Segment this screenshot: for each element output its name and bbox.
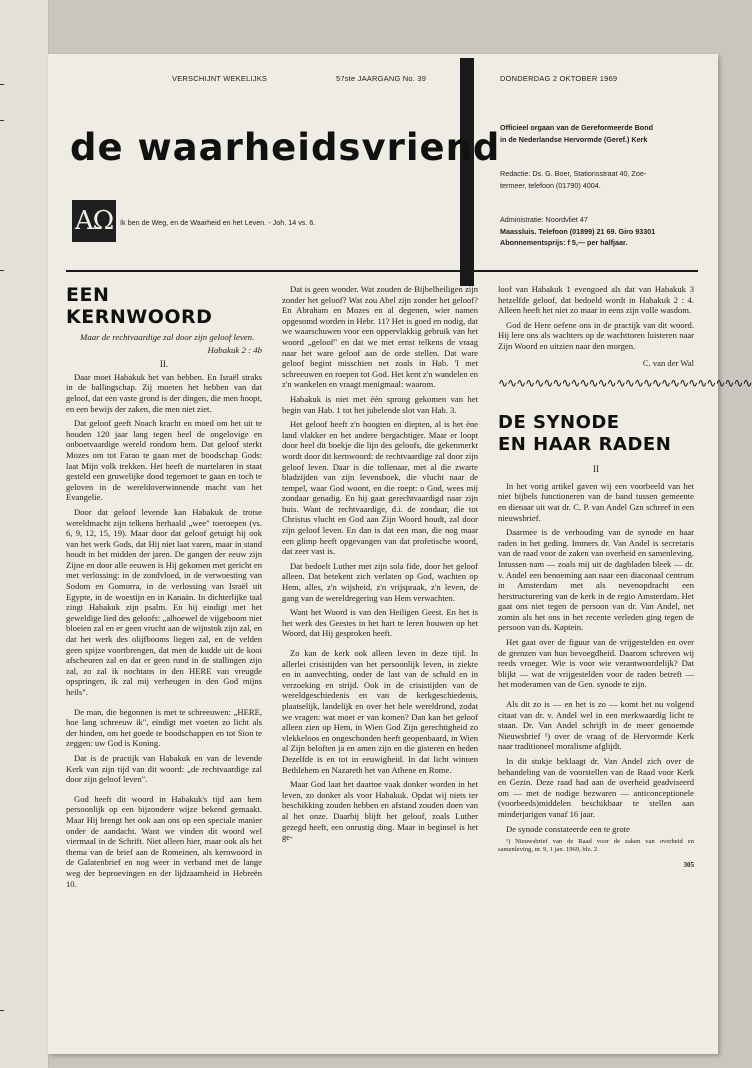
ornamental-divider: ∿∿∿∿∿∿∿∿∿∿∿∿∿∿∿∿∿∿∿∿∿∿∿∿∿∿∿∿ <box>498 376 752 391</box>
newspaper-page <box>48 54 752 1054</box>
masthead-vertical-bar <box>460 58 474 286</box>
alpha-omega-logo: ΑΩ <box>72 200 116 242</box>
admin-line: Administratie: Noordvliet 47 <box>500 215 588 224</box>
headline-line: EN HAAR RADEN <box>498 434 672 456</box>
article-headline <box>498 412 694 456</box>
scripture-motto: Maar de rechtvaardige zal door zijn geloof leven. <box>80 332 255 342</box>
paragraph: Habakuk is niet met één sprong gekomen van het begin van Hab. 1 tot het jubelende slot van Hab. 3. <box>282 393 478 415</box>
paragraph: De synode constateerde een te grote <box>506 823 630 834</box>
paragraph: Het gaat over de figuur van de vrijgestelden en over de grenzen van hun bevoegdheid. Daarom schreven wij reeds vroeger. Wie is voor wie verantwoordelijk? Dat blijkt — wat de vrijgestelden voor de raden betreft — het moderamen van de Gen. synode te zijn. <box>498 637 694 690</box>
headline-line: DE SYNODE <box>498 412 620 434</box>
paragraph: In dit stukje beklaagt dr. Van Andel zich over de behandeling van de voorstellen van de Raad voor Kerk en Gezin. Deze raad had aan de overheid geadviseerd om — met de nodige bezwaren — anticonceptionele (voorbeeds)middelen beschikbaar te stellen aan minderjarigen vanaf 16 jaar. <box>498 756 694 819</box>
masthead-rule <box>66 270 698 272</box>
scripture-reference: Habakuk 2 : 4b <box>207 344 262 355</box>
paragraph: Zo kan de kerk ook alleen leven in deze tijd. In allerlei crisistijden van het persoonlijk leven, in ziekte en in aanvechting, onder de last van de schuld en in verzoeking en strijd. Ook in de crisistijden van de wereldgeschiedenis en van de kerkgeschiedenis, plaatselijk, landelijk en over het hele wereldrond, zodat we vragen: wat moet er van komen? Dan kan het geloof alleen zien op Hem, in Wien God Zijn gerechtigheid zo vlekkeloos en ongeschonden heeft geopenbaard, in Wien al Zijn beloften ja en amen zijn en die gisteren en heden Dezelfde is en tot in eeuwigheid. In dat licht winnen Bethlehem en Nazareth het van Athene en Rome. <box>282 648 478 775</box>
paragraph: Het geloof heeft z'n hoogten en diepten, al is het ène land vlakker en het andere bergachtiger. Maar er loopt door heel dit boekje die lijn des geloofs, die gekenmerkt wordt door dit kernwoord: de rechtvaardige zal door zijn geloof leven. Daar is die tollenaar, met al die zwarte bladzijden van zijn levensboek, die vlucht naar de tempel, waar God woont, en die roept: o God, wees mij zondaar genadig. En hij gaat gerechtvaardigd naar zijn huis. Want de rechtvaardige, d.i. de zondaar, die tot Christus vlucht en God aan Zijn Woord houdt, zal door zijn geloof leven. En dan is dat een man, die nog maar een glimp heeft opgevangen van dat profetische woord, dat zeer vast is. <box>282 419 478 557</box>
section-number: II <box>593 464 599 475</box>
fold-mark <box>0 120 4 121</box>
fold-mark <box>0 1010 4 1011</box>
fold-mark <box>0 270 4 271</box>
column-3 <box>498 284 752 871</box>
organ-line: in de Nederlandse Hervormde (Geref.) Kerk <box>500 134 648 144</box>
page-number: 305 <box>683 861 694 870</box>
masthead-title: de waarheidsvriend <box>70 126 501 169</box>
paragraph: Dat geloof geeft Noach kracht en moed om het uit te houden 120 jaar lang tegen heel de ongelovige en onboetvaardige wereld rondom hem. Dat geloof sterkt Mozes om tot Farao te gaan met de boodschap Gods: laat Mijn volk trekken. Het heeft de martelaren in staat gesteld een gruwelijke dood tegemoet te gaan en toch te geloven in de wereldoverwinnende macht van het Evangelie. <box>66 418 262 503</box>
organ-info <box>500 122 653 145</box>
masthead-motto: Ik ben de Weg, en de Waarheid en het Leven. - Joh. 14 vs. 6. <box>120 218 316 227</box>
paragraph: In het vorig artikel gaven wij een voorbeeld van het niet bijbels functioneren van de band tussen gemeente en dienaar uit wat dr. C. P. van Andel Gzn schreef in een nieuwsbrief. <box>498 480 694 523</box>
admin-line: Abonnementsprijs: f 5,— per halfjaar. <box>500 238 628 247</box>
organ-line: Officieel orgaan van de Gereformeerde Bond <box>500 123 653 132</box>
fold-mark <box>0 84 4 85</box>
date-label: DONDERDAG 2 OKTOBER 1969 <box>500 74 618 83</box>
admin-line: Maassluis. Telefoon (01899) 21 69. Giro 93301 <box>500 226 656 236</box>
paragraph: Dat is de practijk van Habakuk en van de levende Kerk van zijn tijd van dit woord: „de rechtvaardige zal door zijn geloof leven". <box>66 752 262 785</box>
paragraph: Dat bedoelt Luther met zijn sola fide, door het geloof alleen. Dat betekent zich verlaten op God, wachten op Hem, alles, z'n wijsheid, z'n vrijspraak, z'n leven, de gang van de wereldregering van Hem verwachten. <box>282 560 478 603</box>
content-columns <box>66 284 752 1054</box>
paragraph: God de Here oefene ons in de practijk van dit woord. Hij lere ons als wachters op de wachttoren luisteren naar Zijn Woord en uitzien naar den morgen. <box>498 319 694 351</box>
volume-label: 57ste JAARGANG No. 39 <box>336 74 427 83</box>
column-1 <box>66 284 262 893</box>
weekly-label: VERSCHIJNT WEKELIJKS <box>172 74 268 83</box>
article-headline: EEN KERNWOORD <box>66 284 213 328</box>
paragraph: Daarmee is de verhouding van de synode en haar raden in het geding. Immers dr. Van Andel is secretaris van de raad voor de zaken van overheid en samenleving. Intussen nam — zoals mij uit de dagbladen bleek — dr. v. Andel een benoeming aan naar een diaconaal centrum in Amsterdam met als nevenopdracht een herstructurering van de kerk in de regio Amsterdam. Het gaat ons niet tegen de persoon van dr. Van Andel, net zomin als het ons in het recente verleden ging tegen de persoon van ds. Kaptein. <box>498 527 694 633</box>
paragraph: God heeft dit woord in Habakuk's tijd aan hem persoonlijk op een bijzondere wijze bekend gemaakt. Maar Hij brengt het ook aan ons op een speciale manier onder de aandacht. Want we vinden dit woord wel viermaal in de Schrift. Niet alleen hier, maar ook als het thema van de brief aan de Romeinen, als kernwoord in de Galatenbrief en nog weer in verband met de lange weg der beproevingen en der lijdzaamheid in Hebreën 10. <box>66 793 262 889</box>
paragraph: Als dit zo is — en het is zo — komt het nu volgend citaat van dr. v. Andel wel in een merkwaardig licht te staan. Dr. Van Andel schrijft in de meer genoemde Nieuwsbrief ¹) over de vraag of de Hervormde Kerk naar traditioneel moralisme afglijdt. <box>498 699 694 752</box>
redaction-info <box>500 168 646 191</box>
paragraph: Dat is geen wonder. Wat zouden de Bijbelheiligen zijn zonder het geloof? Wat zou Abel zijn zonder het geloof? En Abraham en Mozes en al degenen, wier namen opgesomd worden in Hebr. 11? Het is goed en nodig, dat we waarschuwen voor een oppervlakkig gebruik van het woord „geloof" en dat we met ernst telkens de vraag naar het ware geloof aan de orde stellen. Dat ware geloof begint misschien net zoals in Hab. 'I met schreeuwen en roepen tot God. Het kent z'n wandelen en z'n wankelen en vraagt menigmaal: waarom. <box>282 284 478 390</box>
redaction-line: termeer, telefoon (01790) 4004. <box>500 180 601 190</box>
paragraph: Maar God laat het daartoe vaak donker worden in het leven, zo donker als voor Habakuk. Opdat wij niets ter beschikking zouden hebben en afstand zouden doen van al het onze. Daarbij blijft het geloof, zoals Luther gezegd heeft, een onrustig ding. Maar in beginsel is het ge- <box>282 779 478 843</box>
column-2 <box>282 284 478 847</box>
paragraph: loof van Habakuk 1 evengoed als dat van Habakuk 3 hetzelfde geloof, dat bedoeld wordt in Habakuk 2 : 4. Alleen heeft het niet zo maar in eens zijn volle wasdom. <box>498 284 694 316</box>
left-page-fold <box>0 0 49 1068</box>
paragraph: Daar moet Habakuk het van hebben. En Israël straks in de ballingschap. Zij moeten het hebben van dat geloof, dat een vaste grond is der dingen, die men hoopt, en een bewijs der zaken, die men niet ziet. <box>66 371 262 414</box>
footnote: ¹) Nieuwsbrief van de Raad voor de zaken van overheid en samenleving, nr. 9, 1 jan. 1969, blz. 2. <box>498 838 694 854</box>
paragraph: De man, die begonnen is met te schreeuwen: „HERE, hoe lang schreeuw ik", eindigt met voeten zo licht als der hinden, om het goede te boodschappen en tot Sion te zeggen: uw God is Koning. <box>66 706 262 749</box>
author-signature: C. van der Wal <box>642 357 694 368</box>
admin-info <box>500 214 655 249</box>
redaction-line: Redactie: Ds. G. Boer, Stationsstraat 40, Zoe- <box>500 169 647 178</box>
paragraph: Want het Woord is van den Heiligen Geest. En het is het werk des Geestes in het hart te leren houwen op het Woord, dat Hij gesproken heeft. <box>282 607 478 639</box>
section-number: II. <box>159 359 169 370</box>
paragraph: Door dat geloof levende kan Habakuk de trotse wereldmacht zijn telkens herhaald „wee" toeroepen (vs. 6, 9, 12, 15, 19). Maar door dat geloof getuigt hij ook van het werk Gods, dat Hij niet laat varen, maar in stand houdt in het midden der jaren. De gangen der eeuw zijn Zijne en door alle eeuwen is Hij gekomen met gericht en met verlossing: in de zondvloed, in de verwoesting van Sodom en Gomorra, in de verlossing van Israël uit Egypte, in de woestijn en in Kanaän. In dichterlijke taal zingt Habakuk zijn psalm. En hij eindigt met het geweldige lied des geloofs: „alhoewel de vijgeboom niet bloeien zal en er geen vrucht aan de wijnstok zijn zal, en dat het werk des olijfbooms liegen zal, en de velden geen spijze voortbrengen, dat men de kudde uit de kooi afscheuren zal en dat er geen rund in de stallingen zijn zal, zo zal ik nochtans in den HERE van vreugde opspringen, ik zal mij verheugen in den God mijns heils". <box>66 506 262 697</box>
